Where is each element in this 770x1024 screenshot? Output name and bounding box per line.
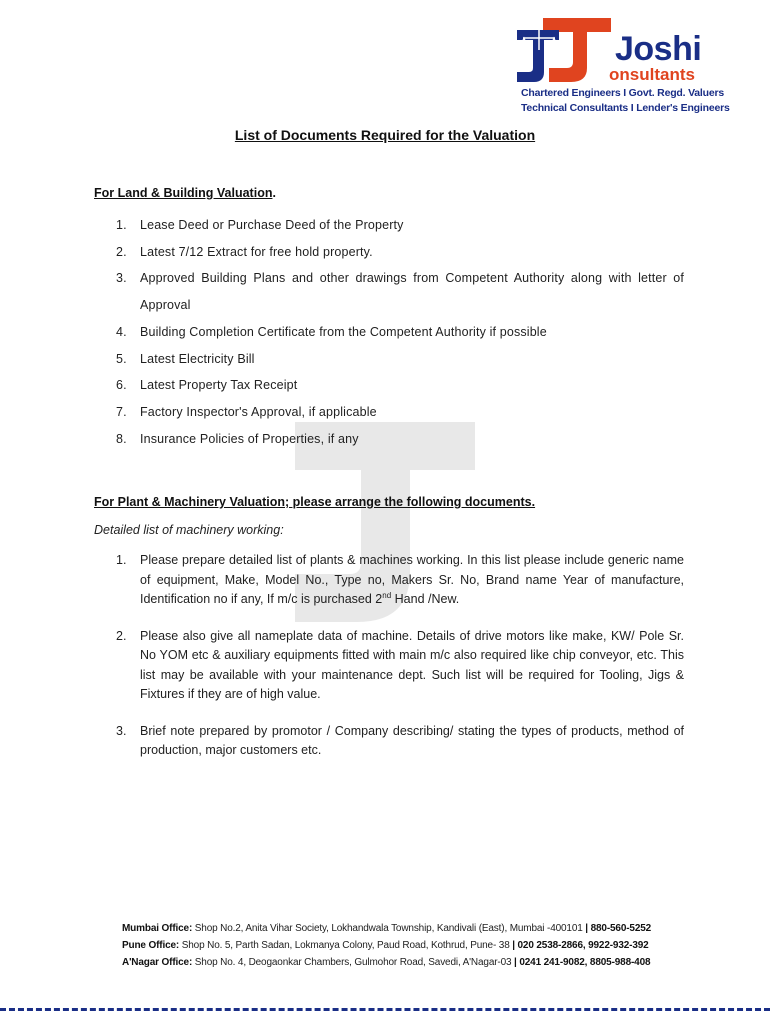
list-item-number: 7. <box>116 404 127 419</box>
document-title: List of Documents Required for the Valuation <box>234 127 536 143</box>
office-address: Shop No. 5, Parth Sadan, Lokmanya Colony, Paud Road, Kothrud, Pune- 38 <box>179 940 513 951</box>
plant-section-heading <box>94 495 535 509</box>
land-heading-text: For Land & Building Valuation <box>94 186 273 200</box>
list-item-text: Latest 7/12 Extract for free hold property. <box>140 244 373 259</box>
list-item <box>94 627 684 705</box>
brand-name: Joshi <box>615 30 702 68</box>
office-phone: 880-560-5252 <box>587 923 652 934</box>
office-separator: | <box>585 923 588 934</box>
scales-of-justice-icon <box>515 16 615 84</box>
office-separator: | <box>512 940 515 951</box>
ordinal-suffix: nd <box>382 590 392 600</box>
list-item-number: 5. <box>116 351 127 366</box>
office-address: Shop No.2, Anita Vihar Society, Lokhandwala Township, Kandivali (East), Mumbai -400101 <box>192 923 586 934</box>
land-documents-list <box>94 212 684 452</box>
list-item-number: 6. <box>116 378 127 393</box>
list-item-number: 3. <box>116 271 127 286</box>
list-item-text <box>140 551 684 610</box>
list-item-text-main: Please prepare detailed list of plants & machines working. In this list please include generic name of equipment, Make, Model No., Type no, Makers Sr. No, Brand name Year of manufacture, Identification no if any, If m/c is purchased 2 <box>140 553 684 606</box>
list-item <box>94 399 684 426</box>
office-phone: 0241 241-9082, 8805-988-408 <box>516 957 651 968</box>
list-item <box>94 212 684 239</box>
list-item-text: Latest Electricity Bill <box>140 351 255 366</box>
list-item-text: Approved Building Plans and other drawings from Competent Authority along with letter of Approval <box>140 271 684 313</box>
list-item-number: 4. <box>116 324 127 339</box>
plant-heading-text: For Plant & Machinery Valuation; please arrange the following documents. <box>94 495 536 509</box>
list-item <box>94 346 684 373</box>
office-separator: | <box>514 957 517 968</box>
brand-suffix: onsultants <box>609 65 695 84</box>
land-heading-suffix: . <box>272 186 276 200</box>
list-item <box>94 239 684 266</box>
office-label: Mumbai Office: <box>122 923 193 934</box>
office-row-pune <box>122 937 662 954</box>
list-item-number: 2. <box>116 244 127 259</box>
list-item-text: Please also give all nameplate data of machine. Details of drive motors like make, KW/ Pole Sr. No YOM etc & auxiliary equipments fitted with main m/c also required like chip conveyor, etc. This list may be available with your maintenance dept. Such list will be required for Tooling, Jigs & Fixtures if they are of high value. <box>140 628 684 701</box>
list-item-number: 2. <box>116 628 127 643</box>
list-item-text-tail: Hand /New. <box>391 592 460 606</box>
office-row-anagar <box>122 954 662 971</box>
list-item-text: Brief note prepared by promotor / Company describing/ stating the types of products, method of production, major customers etc. <box>140 723 684 757</box>
list-item-text: Factory Inspector's Approval, if applicable <box>140 404 377 419</box>
plant-section-subheading: Detailed list of machinery working: <box>94 523 284 537</box>
plant-documents-list <box>94 551 684 778</box>
company-logo <box>515 16 730 86</box>
list-item <box>94 426 684 453</box>
list-item <box>94 319 684 346</box>
list-item <box>94 722 684 761</box>
office-label: A'Nagar Office: <box>122 957 193 968</box>
list-item-number: 1. <box>116 218 127 232</box>
list-item-number: 1. <box>116 553 127 567</box>
list-item <box>94 265 684 318</box>
list-item-number: 8. <box>116 431 127 446</box>
list-item-text: Building Completion Certificate from the Competent Authority if possible <box>140 324 547 339</box>
tagline-line-2: Technical Consultants I Lender's Engineers <box>521 102 730 114</box>
office-phone: 020 2538-2866, 9922-932-392 <box>514 940 649 951</box>
list-item <box>94 372 684 399</box>
list-item-text: Lease Deed or Purchase Deed of the Property <box>140 218 404 232</box>
list-item <box>94 551 684 610</box>
office-address: Shop No. 4, Deogaonkar Chambers, Gulmohor Road, Savedi, A'Nagar-03 <box>192 957 515 968</box>
land-section-heading <box>94 186 276 200</box>
office-addresses <box>122 920 662 971</box>
tagline-line-1: Chartered Engineers I Govt. Regd. Valuers <box>521 87 725 99</box>
list-item-text: Latest Property Tax Receipt <box>140 378 298 393</box>
office-row-mumbai <box>122 920 662 937</box>
office-label: Pune Office: <box>122 940 180 951</box>
footer-divider <box>0 1008 770 1011</box>
list-item-number: 3. <box>116 723 127 738</box>
list-item-text: Insurance Policies of Properties, if any <box>140 431 359 446</box>
